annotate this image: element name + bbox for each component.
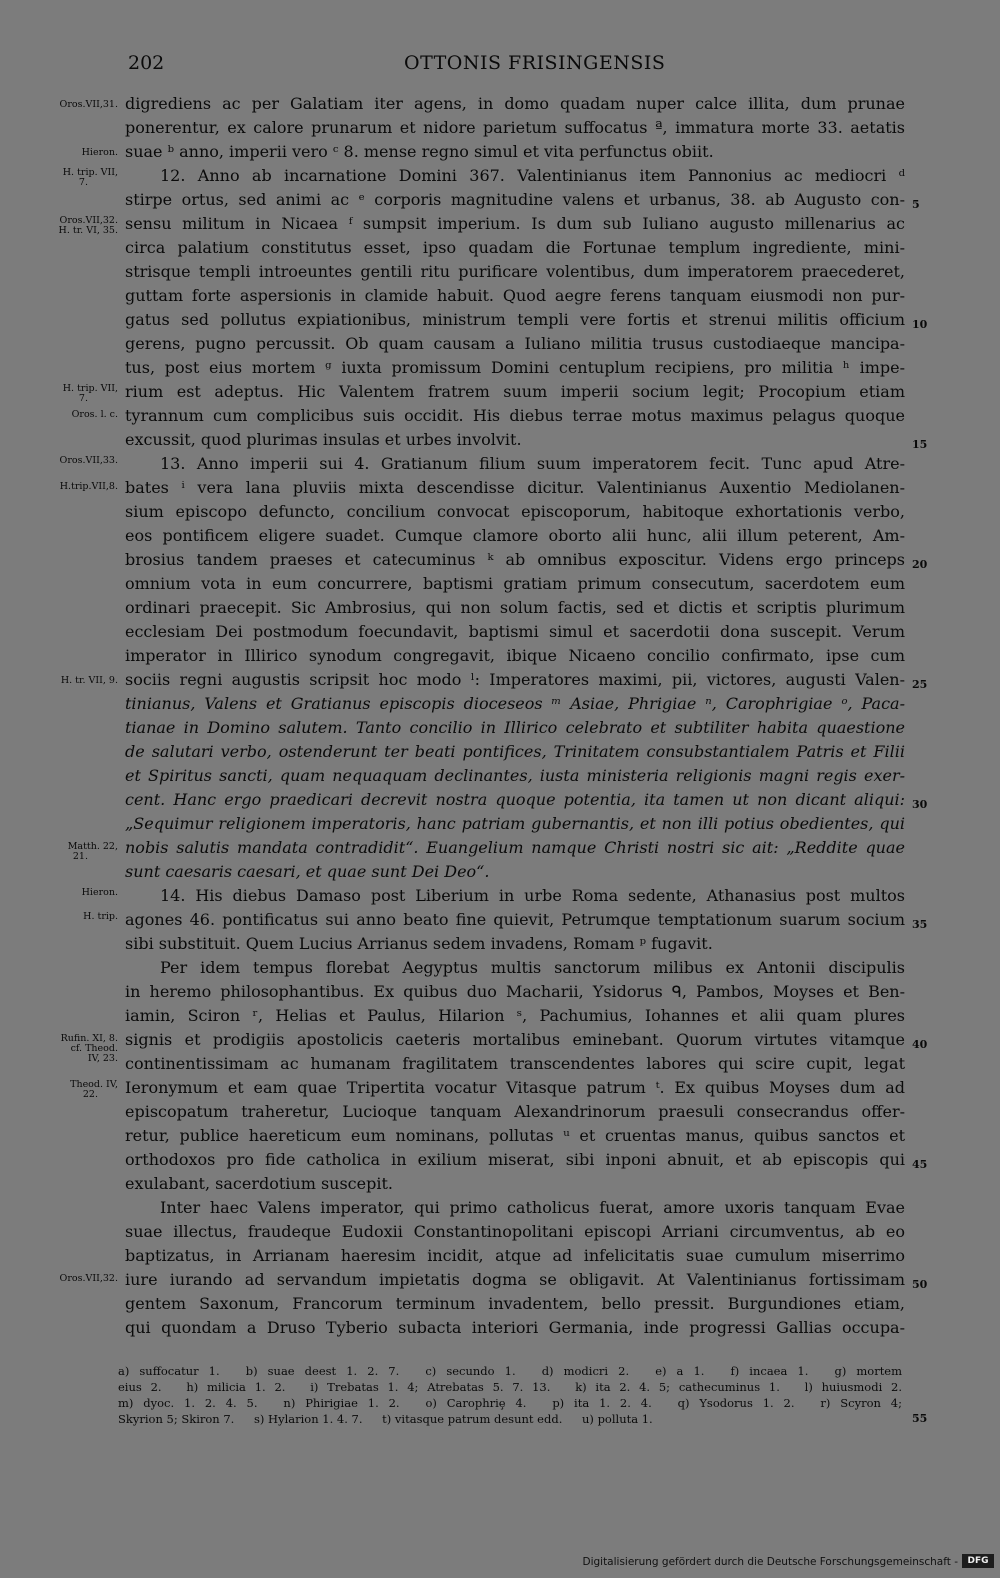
footnote: p) ita 1. 2. 4.	[552, 1396, 652, 1410]
text-line: ordinari praecepit. Sic Ambrosius, qui non solum factis, sed et dictis et scriptis plurimum	[125, 598, 905, 617]
footnote: e) a 1.	[655, 1364, 705, 1378]
text-line: 13. Anno imperii sui 4. Gratianum filium suum imperatorem fecit. Tunc apud Atre-	[160, 454, 905, 473]
text-line: bates ⁱ vera lana pluviis mixta descendisse dicitur. Valentinianus Auxentio Mediolanen-	[125, 478, 905, 497]
text-line: Ieronymum et eam quae Tripertita vocatur Vitasque patrum ᵗ. Ex quibus Moyses dum ad	[125, 1078, 905, 1097]
digitization-credit: Digitalisierung gefördert durch die Deutsche Forschungsgemeinschaft -	[582, 1556, 958, 1568]
text-line: agones 46. pontificatus sui anno beato fine quievit, Petrumque temptationum suarum socium	[125, 910, 905, 929]
text-line: exulabant, sacerdotium suscepit.	[125, 1174, 393, 1193]
page-number: 202	[128, 52, 165, 74]
text-line: rium est adeptus. Hic Valentem fratrem suum imperii socium legit; Procopium etiam	[125, 382, 905, 401]
line-number: 10	[912, 318, 928, 331]
footnote: q) Ysodorus 1. 2.	[677, 1396, 795, 1410]
text-line: omnium vota in eum concurrere, baptismi gratiam primum consecutum, sacerdotem eum	[125, 574, 905, 593]
margin-source-note: cf. Theod.	[70, 1043, 118, 1054]
margin-source-note: 7.	[78, 393, 88, 404]
text-line: „Sequimur religionem imperatoris, hanc patriam gubernantis, et non illi potius obedientes, qui	[125, 814, 905, 833]
line-number: 5	[912, 198, 920, 211]
text-line: tinianus, Valens et Gratianus episcopis dioceseos ᵐ Asiae, Phrigiae ⁿ, Carophrigiae ᵒ, Paca-	[125, 694, 905, 713]
footnote: c) secundo 1.	[425, 1364, 516, 1378]
footnote: Skyrion 5; Skiron 7.	[118, 1412, 235, 1426]
margin-source-note: Oros.VII,31.	[59, 99, 118, 110]
text-line: retur, publice haereticum eum nominans, pollutas ᵘ et cruentas manus, quibus sanctos et	[125, 1126, 905, 1145]
line-number: 45	[912, 1158, 928, 1171]
footnote-line	[118, 1364, 902, 1378]
line-number: 40	[912, 1038, 928, 1051]
dfg-logo: DFG	[962, 1554, 994, 1568]
line-number: 50	[912, 1278, 928, 1291]
text-line: 14. His diebus Damaso post Liberium in urbe Roma sedente, Athanasius post multos	[160, 886, 905, 905]
line-number: 55	[912, 1412, 928, 1425]
margin-source-note: Matth. 22,	[67, 841, 118, 852]
line-number: 15	[912, 438, 928, 451]
text-line: imperator in Illirico synodum congregavit, ibique Nicaeno concilio confirmato, ipse cum	[125, 646, 905, 665]
margin-source-note: Theod. IV,	[70, 1079, 118, 1090]
margin-source-note: Oros. l. c.	[71, 409, 118, 420]
text-line: orthodoxos pro fide catholica in exilium miserat, sibi inponi abnuit, et ab episcopis qui	[125, 1150, 905, 1169]
footnote: eius 2.	[118, 1380, 162, 1394]
text-line: suae ᵇ anno, imperii vero ᶜ 8. mense regno simul et vita perfunctus obiit.	[125, 142, 714, 161]
text-line: qui quondam a Druso Tyberio subacta interiori Germania, inde progressi Gallias occupa-	[125, 1318, 905, 1337]
text-line: baptizatus, in Arrianam haeresim incidit, atque ad infelicitatis suae cumulum miserrimo	[125, 1246, 905, 1265]
text-line: sociis regni augustis scripsit hoc modo ˡ: Imperatores maximi, pii, victores, augusti Valen-	[125, 670, 905, 689]
text-line: et Spiritus sancti, quam nequaquam declinantes, iusta ministeria religionis magni regis exer-	[125, 766, 905, 785]
text-line: ponerentur, ex calore prunarum et nidore parietum suffocatus ª, immatura morte 33. aetatis	[125, 118, 905, 137]
footnote: k) ita 2. 4. 5; cathecuminus 1.	[575, 1380, 780, 1394]
margin-source-note: H. tr. VII, 9.	[60, 675, 118, 686]
margin-source-note: Hieron.	[81, 887, 118, 898]
text-line: circa palatium constitutus esset, ipso quadam die Fortunae templum ingrediente, mini-	[125, 238, 905, 257]
text-line: eos pontificem eligere suadet. Cumque clamore oborto alii hunc, alii illum peterent, Am-	[125, 526, 905, 545]
text-line: nobis salutis mandata contradidit“. Euangelium namque Christi nostri sic ait: „Reddite quae	[125, 838, 905, 857]
text-line: iure iurando ad servandum impietatis dogma se obligavit. At Valentinianus fortissimam	[125, 1270, 905, 1289]
footnote: b) suae deest 1. 2. 7.	[245, 1364, 400, 1378]
text-line: tyrannum cum complicibus suis occidit. His diebus terrae motus maximus pelagus quoque	[125, 406, 905, 425]
text-line: gatus sed pollutus expiationibus, ministrum templi vere fortis et strenui militis officium	[125, 310, 905, 329]
footnote-line	[118, 1396, 902, 1410]
text-line: brosius tandem praeses et catecuminus ᵏ ab omnibus exposcitur. Videns ergo princeps	[125, 550, 905, 569]
text-line: gentem Saxonum, Francorum terminum invadentem, bello pressit. Burgundiones etiam,	[125, 1294, 905, 1313]
text-line: sunt caesaris caesari, et quae sunt Dei Deo“.	[125, 862, 490, 881]
text-line: ecclesiam Dei postmodum foecundavit, baptismi simul et sacerdotii dona suscepit. Verum	[125, 622, 905, 641]
text-line: 12. Anno ab incarnatione Domini 367. Valentinianus item Pannonius ac mediocri ᵈ	[160, 166, 905, 185]
margin-source-note: IV, 23.	[87, 1053, 118, 1064]
text-line: iamin, Sciron ʳ, Helias et Paulus, Hilarion ˢ, Pachumius, Iohannes et alii quam plures	[125, 1006, 905, 1025]
line-number: 25	[912, 678, 928, 691]
footnote: f) incaea 1.	[730, 1364, 809, 1378]
text-line: sibi substituit. Quem Lucius Arrianus sedem invadens, Romam ᵖ fugavit.	[125, 934, 713, 953]
footnote: a) suffocatur 1.	[118, 1364, 220, 1378]
text-line: suae illectus, fraudeque Eudoxii Constantinopolitani episcopi Arriani circumventus, ab eo	[125, 1222, 905, 1241]
margin-source-note: 7.	[78, 177, 88, 188]
footnote-line	[118, 1412, 778, 1426]
text-line: strisque templi introeuntes gentili ritu purificare volentibus, dum imperatorem praecederet,	[125, 262, 905, 281]
margin-source-note: Oros.VII,32.	[59, 1273, 118, 1284]
text-line: stirpe ortus, sed animi ac ᵉ corporis magnitudine valens et urbanus, 38. ab Augusto con-	[125, 190, 905, 209]
text-line: sensu militum in Nicaea ᶠ sumpsit imperium. Is dum sub Iuliano augusto millenarius ac	[125, 214, 905, 233]
text-line: sium episcopo defuncto, concilium convocat episcoporum, habitoque exhortationis verbo,	[125, 502, 905, 521]
footnote-line	[118, 1380, 902, 1394]
footnote: g) mortem	[834, 1364, 903, 1378]
footnote: l) huiusmodi 2.	[804, 1380, 903, 1394]
margin-source-note: H. trip. VII,	[62, 167, 118, 178]
running-title: OTTONIS FRISINGENSIS	[404, 52, 666, 74]
text-line: in heremo philosophantibus. Ex quibus duo Macharii, Ysidorus ᑫ, Pambos, Moyses et Ben-	[125, 982, 905, 1001]
text-line: gerens, pugno percussit. Ob quam causam a Iuliano militia trusus custodiaeque mancipa-	[125, 334, 905, 353]
line-number: 20	[912, 558, 928, 571]
margin-source-note: H. trip.	[83, 911, 118, 922]
footnote: u) polluta 1.	[582, 1412, 653, 1426]
text-line: continentissimam ac humanam fragilitatem transcendentes labores qui scire cupit, legat	[125, 1054, 905, 1073]
footnote: r) Scyron 4;	[820, 1396, 902, 1410]
margin-source-note: 21.	[72, 851, 88, 862]
footnote: d) modicri 2.	[541, 1364, 630, 1378]
text-line: tus, post eius mortem ᵍ iuxta promissum Domini centuplum recipiens, pro militia ʰ impe-	[125, 358, 905, 377]
text-line: episcopatum traheretur, Lucioque tanquam Alexandrinorum praesuli consecrandus offer-	[125, 1102, 905, 1121]
footnote: n) Phirigiae 1. 2.	[283, 1396, 400, 1410]
text-line: guttam forte aspersionis in clamide habuit. Quod aegre ferens tanquam eiusmodi non pur-	[125, 286, 905, 305]
margin-source-note: Oros.VII,33.	[59, 455, 118, 466]
line-number: 35	[912, 918, 928, 931]
footnote: h) milicia 1. 2.	[186, 1380, 286, 1394]
text-line: de salutari verbo, ostenderunt ter beati pontifices, Trinitatem consubstantialem Patris et Filii	[125, 742, 905, 761]
margin-source-note: H.trip.VII,8.	[59, 481, 118, 492]
footnote: t) vitasque patrum desunt edd.	[382, 1412, 563, 1426]
text-line: tianae in Domino salutem. Tanto concilio in Illirico celebrato et subtiliter habita quaestione	[125, 718, 905, 737]
margin-source-note: H. trip. VII,	[62, 383, 118, 394]
footnote: o) Carophriȩ 4.	[425, 1396, 527, 1410]
margin-source-note: Hieron.	[81, 147, 118, 158]
margin-source-note: Oros.VII,32.	[59, 215, 118, 226]
margin-source-note: H. tr. VI, 35.	[58, 225, 118, 236]
footnote: m) dyoc. 1. 2. 4. 5.	[118, 1396, 258, 1410]
margin-source-note: 22.	[82, 1089, 98, 1100]
text-line: Per idem tempus florebat Aegyptus multis sanctorum milibus ex Antonii discipulis	[160, 958, 905, 977]
text-line: excussit, quod plurimas insulas et urbes involvit.	[125, 430, 522, 449]
text-line: Inter haec Valens imperator, qui primo catholicus fuerat, amore uxoris tanquam Evae	[160, 1198, 905, 1217]
footnote: i) Trebatas 1. 4; Atrebatas 5. 7. 13.	[310, 1380, 551, 1394]
text-line: cent. Hanc ergo praedicari decrevit nostra quoque potentia, ita tamen ut non dicant aliqui:	[125, 790, 905, 809]
margin-source-note: Rufin. XI, 8.	[60, 1033, 118, 1044]
text-line: signis et prodigiis apostolicis caeteris mortalibus eminebant. Quorum virtutes vitamque	[125, 1030, 905, 1049]
line-number: 30	[912, 798, 928, 811]
text-line: digrediens ac per Galatiam iter agens, in domo quadam nuper calce illita, dum prunae	[125, 94, 905, 113]
footnote: s) Hylarion 1. 4. 7.	[254, 1412, 363, 1426]
